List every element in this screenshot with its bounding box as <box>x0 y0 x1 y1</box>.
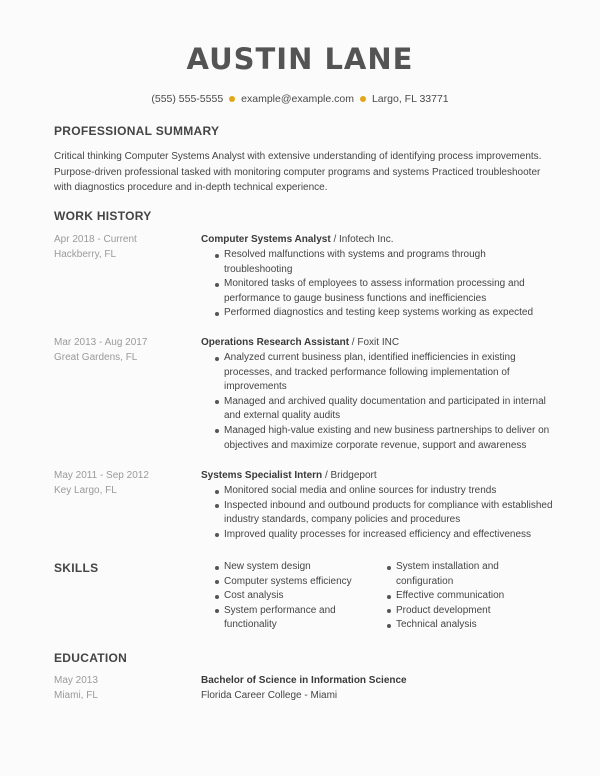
job-position: Computer Systems Analyst <box>201 234 331 245</box>
job-location: Great Gardens, FL <box>54 352 138 363</box>
skill-item: New system design <box>224 560 369 575</box>
skill-item: Computer systems efficiency <box>224 575 369 590</box>
job-title-line <box>201 470 377 481</box>
summary-text: Critical thinking Computer Systems Analyst with extensive understanding of identifying process improvements. Purpose-driven professional tasked with monitoring computer programs and systems Practiced troubleshooter with diagnostics procedure and in-depth technical experience. <box>54 151 542 193</box>
education-degree: Bachelor of Science in Information Science <box>201 675 407 686</box>
summary-heading: PROFESSIONAL SUMMARY <box>54 124 220 138</box>
job-bullet: Managed and archived quality documentation and participated in internal and external quality audits <box>224 395 554 424</box>
job-bullet: Improved quality processes for increased efficiency and effectiveness <box>224 528 554 543</box>
job-bullet: Monitored tasks of employees to assess information processing and performance to gauge business functions and inefficiencies <box>224 277 554 306</box>
job-bullet: Performed diagnostics and testing keep systems working as expected <box>224 306 554 321</box>
job-bullet: Analyzed current business plan, identified inefficiencies in existing processes, and tracked performance following implementation of improvements <box>224 351 554 395</box>
skills-heading: SKILLS <box>54 561 99 575</box>
job-date: May 2011 - Sep 2012 <box>54 470 149 481</box>
education-heading: EDUCATION <box>54 651 128 665</box>
job-title-line <box>201 234 393 245</box>
skill-item: System performance and functionality <box>224 604 369 633</box>
separator-dot-icon <box>229 96 235 102</box>
job-bullets <box>224 248 554 321</box>
job-title-line <box>201 337 399 348</box>
job-bullet: Resolved malfunctions with systems and programs through troubleshooting <box>224 248 554 277</box>
skill-item: Effective communication <box>396 589 541 604</box>
education-school: Florida Career College - Miami <box>201 690 338 701</box>
skill-item: Technical analysis <box>396 618 541 633</box>
job-position: Systems Specialist Intern <box>201 470 323 481</box>
job-location: Key Largo, FL <box>54 485 117 496</box>
skill-item: Cost analysis <box>224 589 369 604</box>
job-position: Operations Research Assistant <box>201 337 350 348</box>
skills-list-left <box>224 560 369 633</box>
job-location: Hackberry, FL <box>54 249 117 260</box>
phone-text: (555) 555-5555 <box>151 93 224 105</box>
job-date: Apr 2018 - Current <box>54 234 137 245</box>
job-bullets <box>224 351 554 453</box>
job-bullet: Inspected inbound and outbound products for compliance with established industry standards, company policies and procedures <box>224 499 554 528</box>
job-company: / Foxit INC <box>349 337 400 348</box>
candidate-name: AUSTIN LANE <box>186 42 414 76</box>
location-text: Largo, FL 33771 <box>371 93 449 105</box>
education-date: May 2013 <box>54 675 98 686</box>
separator-dot-icon <box>360 96 366 102</box>
skill-item: System installation and configuration <box>396 560 541 589</box>
job-company: / Infotech Inc. <box>330 234 394 245</box>
job-bullet: Managed high-value existing and new business partnerships to deliver on objectives and maximize corporate revenue, support and awareness <box>224 424 554 453</box>
email-text: example@example.com <box>241 93 354 105</box>
education-location: Miami, FL <box>54 690 98 701</box>
work-history-heading: WORK HISTORY <box>54 209 152 223</box>
job-company: / Bridgeport <box>322 470 377 481</box>
skill-item: Product development <box>396 604 541 619</box>
job-bullets <box>224 484 554 542</box>
contact-line <box>0 93 600 105</box>
job-date: Mar 2013 - Aug 2017 <box>54 337 148 348</box>
skills-list-right <box>396 560 541 633</box>
job-bullet: Monitored social media and online sources for industry trends <box>224 484 554 499</box>
